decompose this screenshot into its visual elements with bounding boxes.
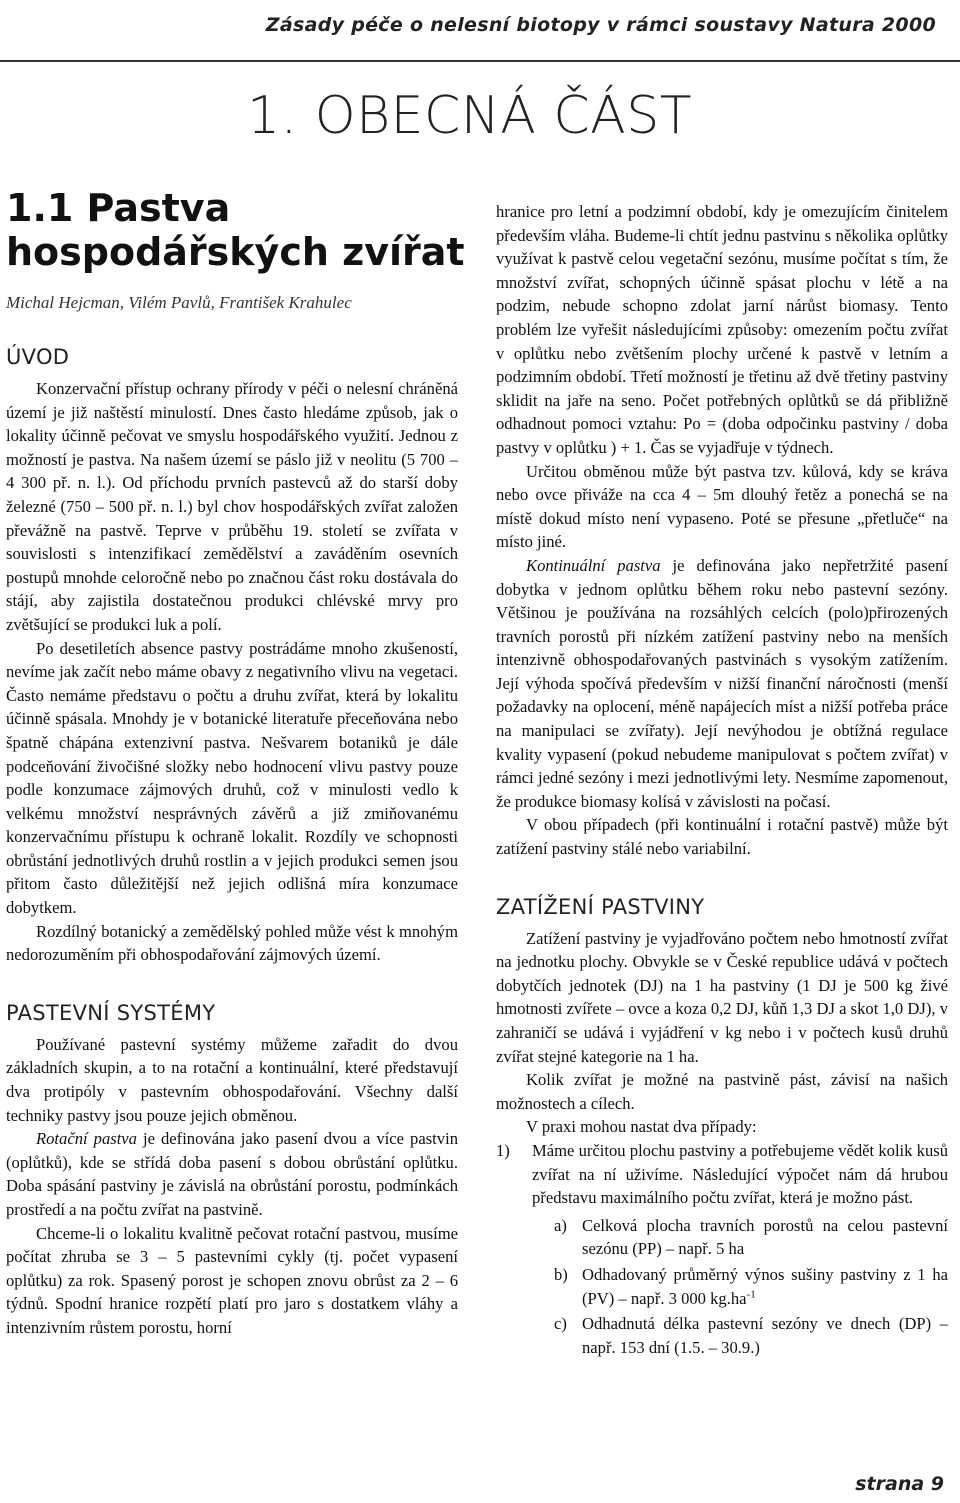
paragraph: Chceme-li o lokalitu kvalitně pečovat rotační pastvou, musíme počítat zhruba se 3 – 5 pastevními cykly (tj. počet vypasení oplůtku) za rok. Spasený porost je schopen znovu obrůst za 2 – 6 týdnů. Spodní hranice rozpětí platí pro jaro s dostatkem vláhy a intenzivním růstem porostu, horní bbox=[6, 1223, 458, 1337]
paragraph: hranice pro letní a podzimní období, kdy je omezujícím činitelem především vláha. Budeme-li chtít jednu pastvinu s několika oplůtky využívat k pastvě celou vegetační sezónu, musíme počítat s tím, že množství zvířat, schopných účinně spásat plochu v létě a na podzim, nebude schopno zdolat jarní nárůst biomasy. Tento problém lze vyřešit následujícími způsoby: omezením počtu zvířat v oplůtku nebo zvětšením plochy určené k pastvě v letním a podzimním období. Třetí možností je třetinu až dvě třetiny pastviny sklidit na jaře na seno. Počet potřebných oplůtků se dá přibližně odhadnout pomoci vztahu: Po = (doba odpočinku pastviny / doba pastvy v oplůtku ) + 1. Čas se vyjadřuje v týdnech. bbox=[496, 202, 948, 457]
authors: Michal Hejcman, Vilém Pavlů, František Krahulec bbox=[6, 293, 352, 312]
heading-pastevni-systemy: PASTEVNÍ SYSTÉMY bbox=[6, 1000, 216, 1025]
superscript: -1 bbox=[746, 1288, 756, 1300]
sub-list-marker: b) bbox=[554, 1264, 568, 1284]
heading-uvod: ÚVOD bbox=[6, 345, 70, 369]
sub-list-item bbox=[532, 1214, 948, 1261]
sub-list-item-text: Odhadovaný průměrný výnos sušiny pastviny z 1 ha (PV) – např. 3 000 kg.ha bbox=[582, 1264, 948, 1308]
paragraph bbox=[6, 1127, 458, 1221]
chapter-title: 1. OBECNÁ ČÁST bbox=[247, 86, 692, 146]
heading-zatizeni-pastviny: ZATÍŽENÍ PASTVINY bbox=[496, 894, 705, 919]
header-rule bbox=[0, 60, 960, 62]
sub-list-marker: a) bbox=[554, 1215, 567, 1235]
paragraph: V praxi mohou nastat dva případy: bbox=[526, 1117, 757, 1137]
numbered-list bbox=[496, 1139, 948, 1359]
sub-list-item bbox=[532, 1312, 948, 1359]
section-title-line2: hospodářských zvířat bbox=[6, 230, 465, 274]
paragraph: Kolik zvířat je možné na pastvině pást, závisí na našich možnostech a cílech. bbox=[496, 1070, 948, 1113]
paragraph: V obou případech (při kontinuální i rotační pastvě) může být zatížení pastviny stálé nebo variabilní. bbox=[496, 815, 948, 859]
paragraph: Po desetiletích absence pastvy postrádáme mnoho zkušeností, nevíme jak začít nebo máme obavy z negativního vlivu na vegetaci. Často nemáme představu o počtu a druhu zvířat, která by lokalitu účinně spásala. Mnohdy je v botanické literatuře přeceňována nebo špatně chápána extenzivní pastva. Nešvarem botaniků je dále podceňování živočišné složky nebo hodnocení vlivu pastvy pouze podle konzumace zájmových druhů, což v minulosti vedlo k velkému množství nesprávných závěrů a již zmiňovanému konzervačnímu přístupu k ochraně lokalit. Rozdíly ve schopnosti obrůstání jednotlivých druhů rostlin a v jejich produkci semen jsou přitom často důležitější než jejich odlišná míra konzumace dobytkem. bbox=[6, 638, 458, 918]
sub-list-item bbox=[532, 1263, 948, 1310]
paragraph: Určitou obměnou může být pastva tzv. kůlová, kdy se kráva nebo ovce přiváže na cca 4 – 5m dlouhý řetěz a ponechá se na místě dokud místo není vypaseno. Poté se přesune „přetluče“ na místo jiné. bbox=[496, 461, 948, 552]
section-title bbox=[6, 186, 466, 274]
term-rotacni-pastva: Rotační pastva bbox=[36, 1129, 137, 1149]
list-item-text: Máme určitou plochu pastviny a potřebujeme vědět kolik kusů zvířat na ní uživíme. Následující výpočet nám dá hrubou představu maximálního počtu zvířat, která je možno pást. bbox=[532, 1140, 948, 1208]
paragraph bbox=[496, 554, 948, 814]
section-title-line1: 1.1 Pastva bbox=[6, 186, 231, 230]
sub-list-item-text: Celková plocha travních porostů na celou pastevní sezónu (PP) – např. 5 ha bbox=[582, 1215, 948, 1259]
paragraph: Rozdílný botanický a zemědělský pohled může vést k mnohým nedorozuměním při obhospodařování zájmových území. bbox=[6, 921, 458, 965]
paragraph-text: je definována jako nepřetržité pasení dobytka v jednom oplůtku během roku nebo pastevní sezóny. Většinou je používána na rozsáhlých celcích (polo)přirozených travních porostů při nízkém zatížení pastviny nebo na menších intenzivně obhospodařovaných pastvinách s vysokým zatížením. Její výhoda spočívá především v nižší finanční náročnosti (menší požadavky na oplocení, méně napájecích míst a nižší potřeba práce na manipulaci se zvířaty). Její nevýhodou je obtížná regulace kvality vypasení (pokud nebudeme manipulovat s počtem zvířat) v rámci jedné sezóny i mezi jednotlivými lety. Nesmíme zapomenout, že produkce biomasy kolísá v závislosti na počasí. bbox=[496, 555, 948, 811]
paragraph-text: je definována jako pasení dvou a více pastvin (oplůtků), kde se střídá doba pasení s dobou obrůstání oplůtku. Doba spásání pastviny je závislá na obrůstání porostu, podmínkách prostředí a na počtu zvířat na pastvině. bbox=[6, 1129, 458, 1219]
sub-list bbox=[532, 1214, 948, 1360]
term-kontinualni-pastva: Kontinuální pastva bbox=[526, 555, 661, 575]
list-item bbox=[496, 1139, 948, 1359]
left-column bbox=[6, 345, 458, 1340]
paragraph: Zatížení pastviny je vyjadřováno počtem nebo hmotností zvířat na jednotku plochy. Obvykle se v České republice udává v počtech dobytčích jednotek (DJ) na 1 ha pastviny (1 DJ je 500 kg živé hmotnosti zvířete – ovce a koza 0,2 DJ, kůň 1,3 DJ a skot 1,0 DJ), v zahraničí se udává i vyjádření v kg nebo i v počtech kusů druhů zvířat stejné kategorie na 1 ha. bbox=[496, 928, 948, 1066]
sub-list-item-text: Odhadnutá délka pastevní sezóny ve dnech (DP) – např. 153 dní (1.5. – 30.9.) bbox=[582, 1314, 948, 1357]
right-column bbox=[496, 200, 948, 1361]
running-header: Zásady péče o nelesní biotopy v rámci soustavy Natura 2000 bbox=[265, 14, 936, 36]
paragraph: Konzervační přístup ochrany přírody v péči o nelesní chráněná území je již naštěstí minulostí. Dnes často hledáme způsob, jak o lokality účinně pečovat ve smyslu hospodářského využití. Jednou z možností je pastva. Na našem území se páslo již v neolitu (5 700 – 4 300 př. n. l.). Od příchodu prvních pastevců až do starší doby železné (750 – 500 př. n. l.) byl chov hospodářských zvířat založen převážně na pastvě. Teprve v průběhu 19. století se zvířata v souvislosti s intenzifikací zemědělství a zaváděním osevních postupů mnohde celoročně nebo po značnou část roku dostávala do stájí, aby zajistila dostatečnou produkci chlévské mrvy pro zvětšující se produkci luk a polí. bbox=[6, 379, 458, 634]
list-marker: 1) bbox=[496, 1140, 510, 1160]
page-number: strana 9 bbox=[855, 1473, 944, 1495]
sub-list-marker: c) bbox=[554, 1314, 567, 1334]
paragraph: Používané pastevní systémy můžeme zařadit do dvou základních skupin, a to na rotační a kontinuální, které představují dva protipóly v pastevním obhospodařování. Všechny další techniky pastvy jsou pouze jejich obměnou. bbox=[6, 1034, 458, 1125]
